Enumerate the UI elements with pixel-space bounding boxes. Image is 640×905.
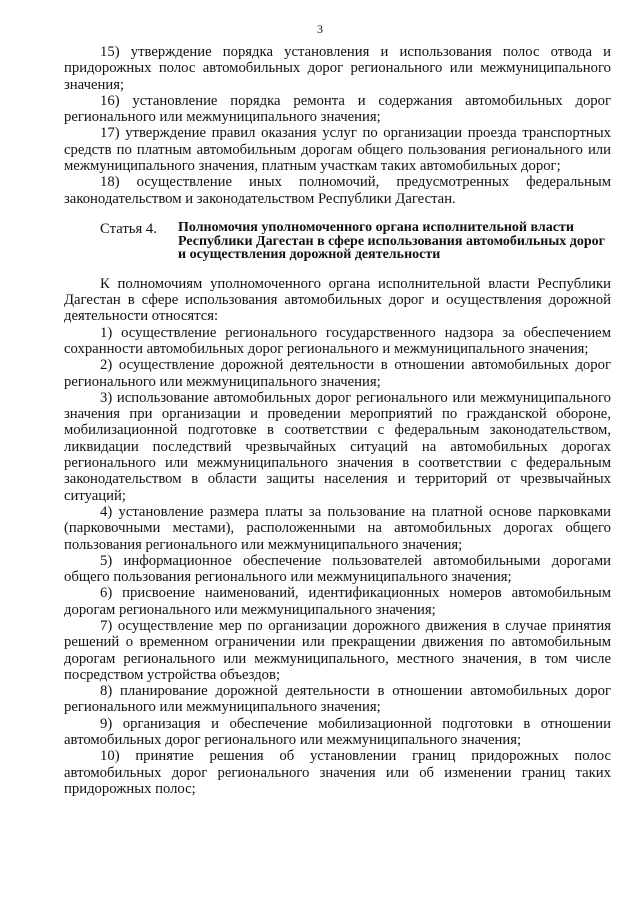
article-heading bbox=[64, 221, 611, 262]
list-item: 3) использование автомобильных дорог регионального или межмуниципального значения при организации и проведении мероприятий по гражданской обороне, мобилизационной подготовке в соответствии с федеральным законодательством, ликвидации последствий чрезвычайных ситуаций на автомобильных дорогах регионального или межмуниципального значения в соответствии с федеральным законодательством в области защиты населения и территорий от чрезвычайных ситуаций; bbox=[64, 389, 611, 504]
document-body bbox=[64, 44, 611, 797]
article-label: Статья 4. bbox=[100, 220, 157, 237]
list-item: 9) организация и обеспечение мобилизационной подготовки в отношении автомобильных дорог регионального или межмуниципального значения; bbox=[64, 715, 611, 749]
list-item: 7) осуществление мер по организации дорожного движения в случае принятия решений о временном ограничении или прекращении движения по автомобильным дорогам регионального или межмуниципального, местного значения, в том числе посредством устройства объездов; bbox=[64, 617, 611, 683]
list-item: 8) планирование дорожной деятельности в отношении автомобильных дорог регионального или межмуниципального значения; bbox=[64, 683, 611, 716]
list-item: 17) утверждение правил оказания услуг по организации проезда транспортных средств по платным автомобильным дорогам общего пользования регионального или межмуниципального значения, платным участкам таких автомобильных дорог; bbox=[64, 125, 611, 175]
list-item: 2) осуществление дорожной деятельности в отношении автомобильных дорог регионального или межмуниципального значения; bbox=[64, 357, 611, 390]
article-title: Полномочия уполномоченного органа исполнительной власти Республики Дагестан в сфере использования автомобильных дорог и осуществления дорожной деятельности bbox=[178, 219, 605, 263]
list-item: 4) установление размера платы за пользование на платной основе парковками (парковочными местами), расположенными на автомобильных дорогах общего пользования регионального или межмуниципального значения; bbox=[64, 503, 611, 553]
list-item: 16) установление порядка ремонта и содержания автомобильных дорог регионального или межмуниципального значения; bbox=[64, 92, 611, 126]
list-item: 1) осуществление регионального государственного надзора за обеспечением сохранности автомобильных дорог регионального и межмуниципального значения; bbox=[64, 324, 611, 357]
list-item: 10) принятие решения об установлении границ придорожных полос автомобильных дорог регионального значения или об изменении границ таких придорожных полос; bbox=[64, 748, 611, 797]
list-item: 18) осуществление иных полномочий, предусмотренных федеральным законодательством и законодательством Республики Дагестан. bbox=[64, 174, 611, 207]
list-item: 6) присвоение наименований, идентификационных номеров автомобильным дорогам регионального или межмуниципального значения; bbox=[64, 585, 611, 618]
list-item: 15) утверждение порядка установления и использования полос отвода и придорожных полос автомобильных дорог регионального или межмуниципального значения; bbox=[64, 44, 611, 93]
list-item: 5) информационное обеспечение пользователей автомобильными дорогами общего пользования регионального или межмуниципального значения; bbox=[64, 552, 611, 586]
article-intro: К полномочиям уполномоченного органа исполнительной власти Республики Дагестан в сфере использования автомобильных дорог и осуществления дорожной деятельности относятся: bbox=[64, 275, 611, 325]
page-number: 3 bbox=[317, 22, 323, 36]
